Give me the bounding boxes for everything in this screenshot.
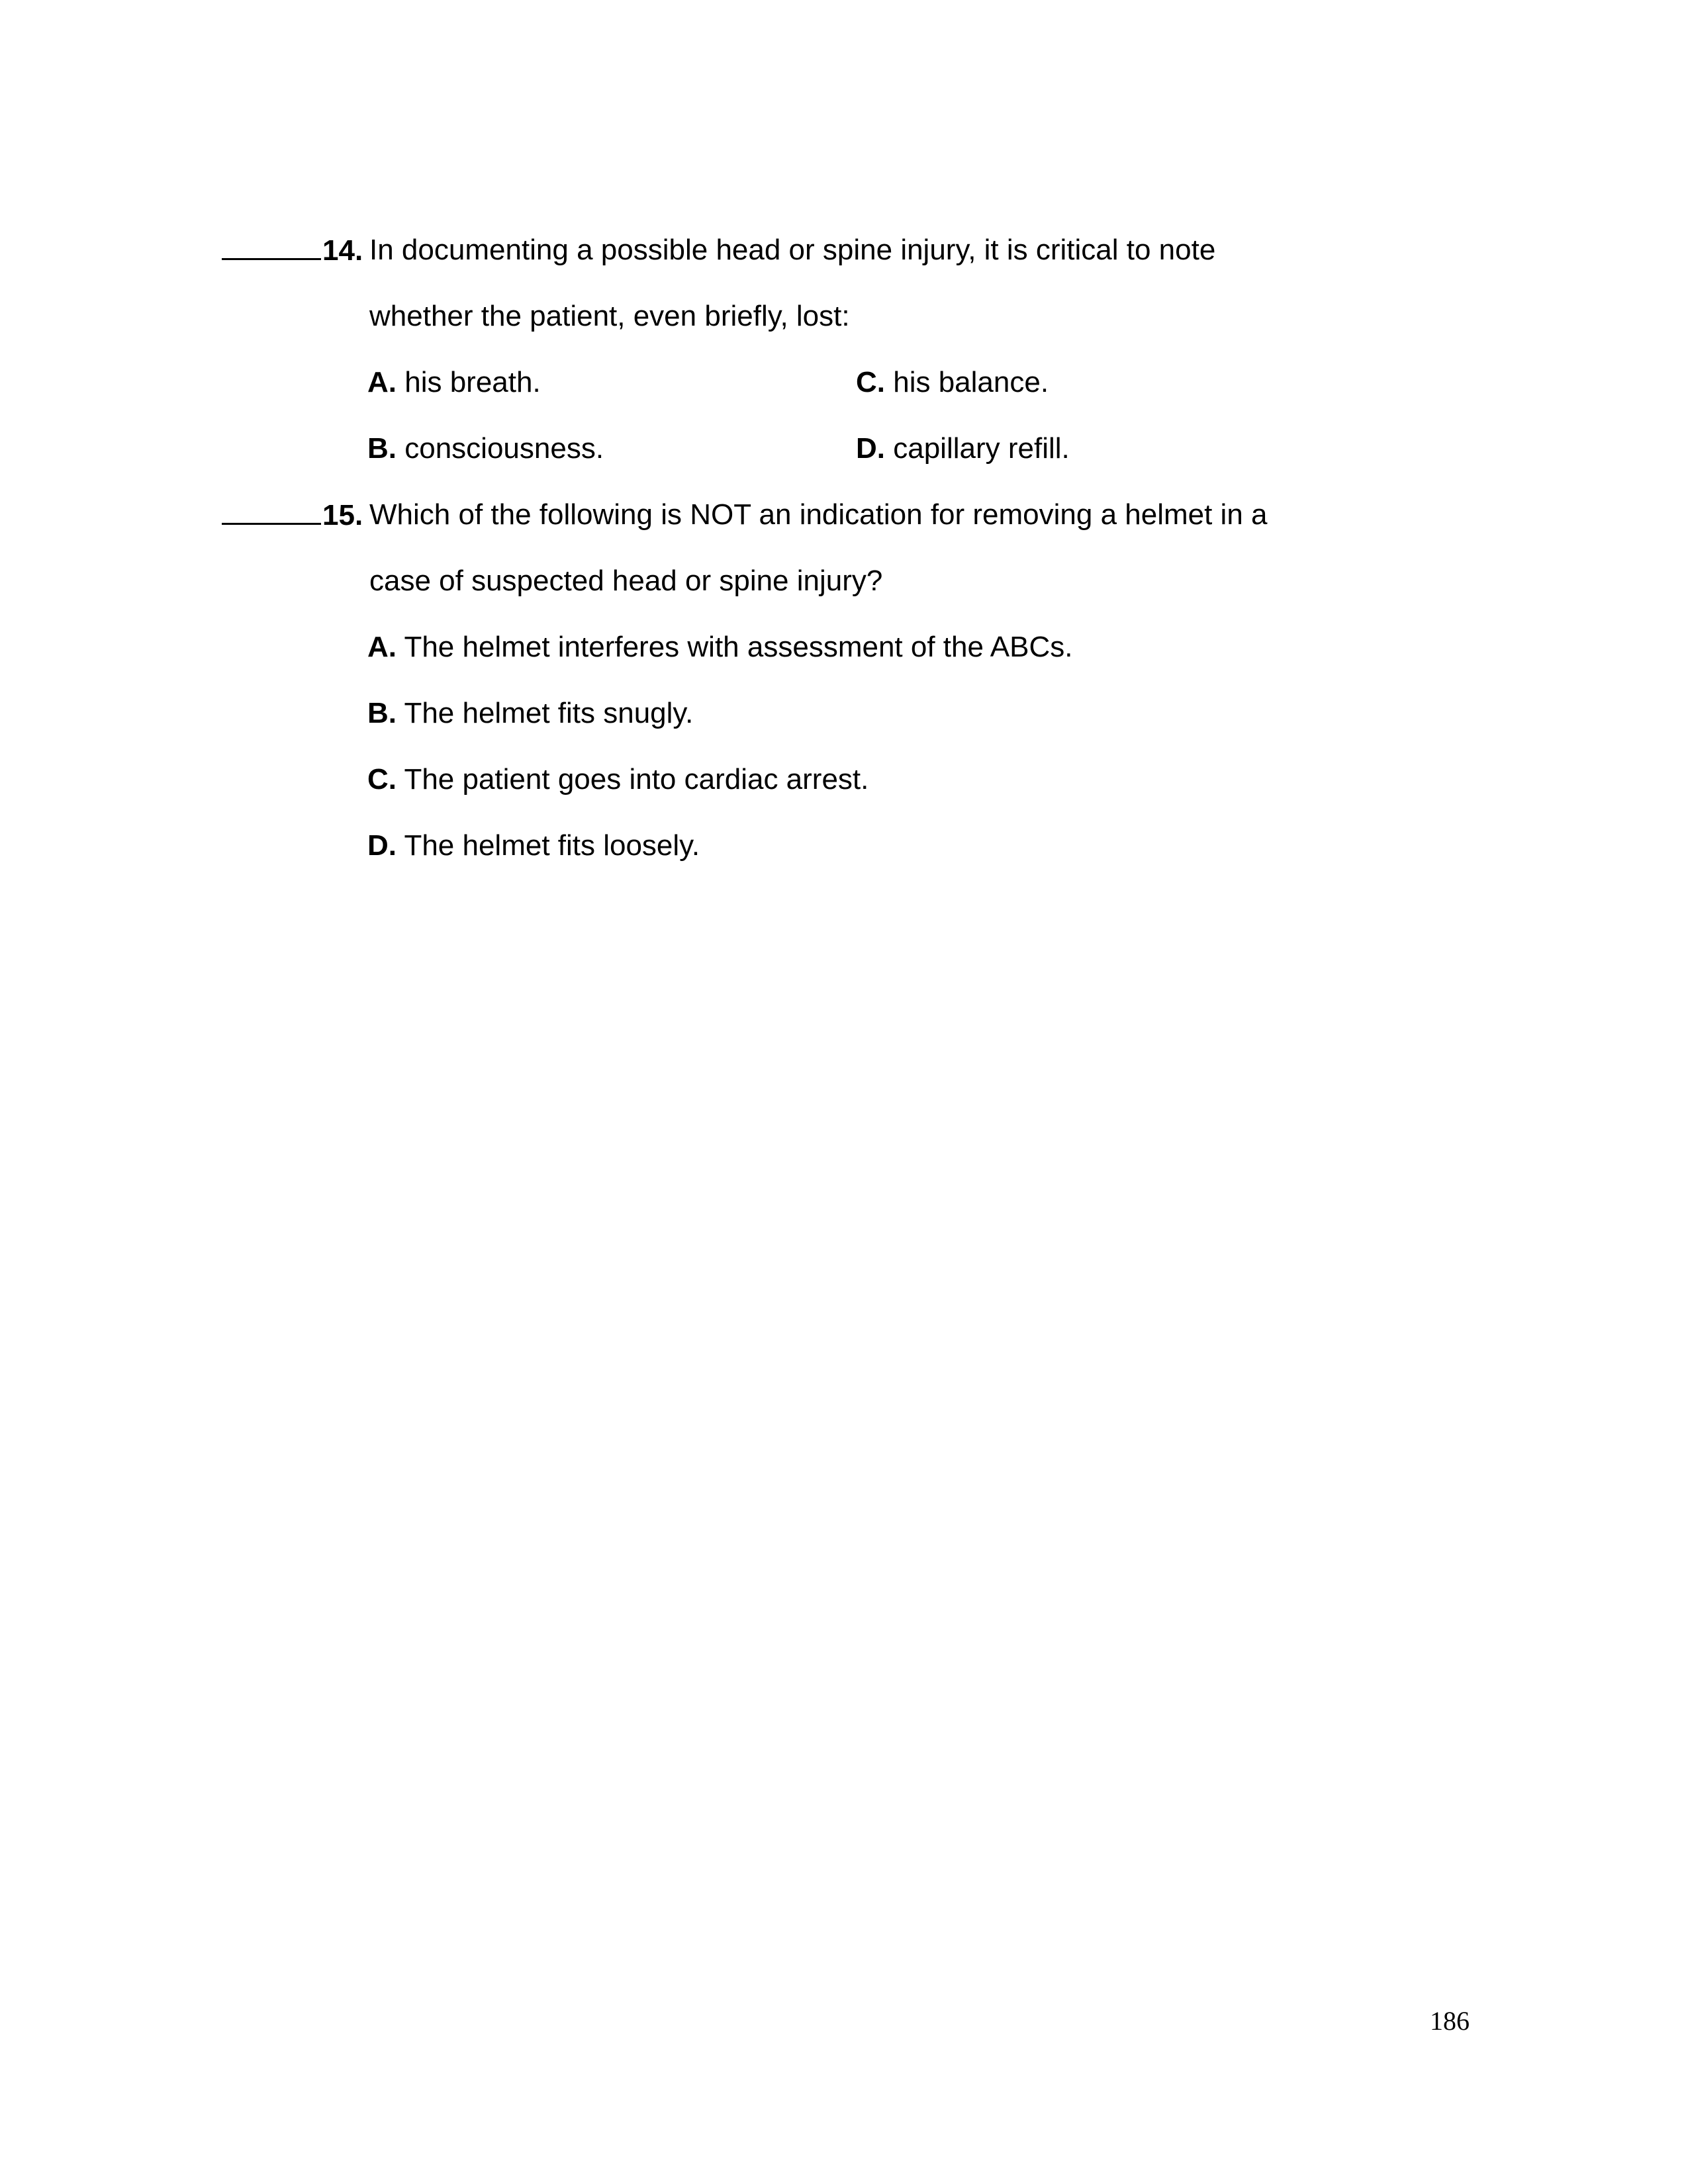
question-14-stem-line-2: whether the patient, even briefly, lost: <box>369 300 850 332</box>
question-15-first-line <box>222 498 363 533</box>
question-15-option-d <box>367 829 700 863</box>
option-letter: C. <box>856 366 885 398</box>
option-text: The helmet interferes with assessment of the ABCs. <box>404 631 1073 663</box>
question-15-stem-line-2: case of suspected head or spine injury? <box>369 565 883 597</box>
question-14-option-b <box>367 432 604 466</box>
option-text: consciousness. <box>404 432 604 465</box>
option-letter: D. <box>367 829 397 862</box>
answer-blank-15[interactable] <box>222 498 321 525</box>
option-letter: D. <box>856 432 885 465</box>
option-text: his breath. <box>404 366 541 398</box>
option-letter: B. <box>367 432 397 465</box>
option-text: The helmet fits loosely. <box>404 829 700 862</box>
question-14-option-a <box>367 365 541 400</box>
option-text: capillary refill. <box>893 432 1070 465</box>
question-14-first-line <box>222 233 363 268</box>
question-15-option-b <box>367 696 693 731</box>
option-text: The patient goes into cardiac arrest. <box>404 763 869 796</box>
question-14-option-c <box>856 365 1049 400</box>
option-letter: B. <box>367 697 397 729</box>
option-text: The helmet fits snugly. <box>404 697 694 729</box>
question-14-number: 14. <box>322 234 363 267</box>
option-letter: A. <box>367 366 397 398</box>
question-15-option-a <box>367 630 1072 664</box>
question-14-option-d <box>856 432 1070 466</box>
option-letter: C. <box>367 763 397 796</box>
question-15-stem-line-1: Which of the following is NOT an indication for removing a helmet in a <box>369 498 1268 531</box>
option-text: his balance. <box>893 366 1049 398</box>
question-14-stem-line-1: In documenting a possible head or spine injury, it is critical to note <box>369 234 1216 266</box>
question-15-option-c <box>367 762 868 797</box>
question-15-number: 15. <box>322 499 363 531</box>
answer-blank-14[interactable] <box>222 233 321 260</box>
page-number: 186 <box>1430 2006 1470 2036</box>
option-letter: A. <box>367 631 397 663</box>
